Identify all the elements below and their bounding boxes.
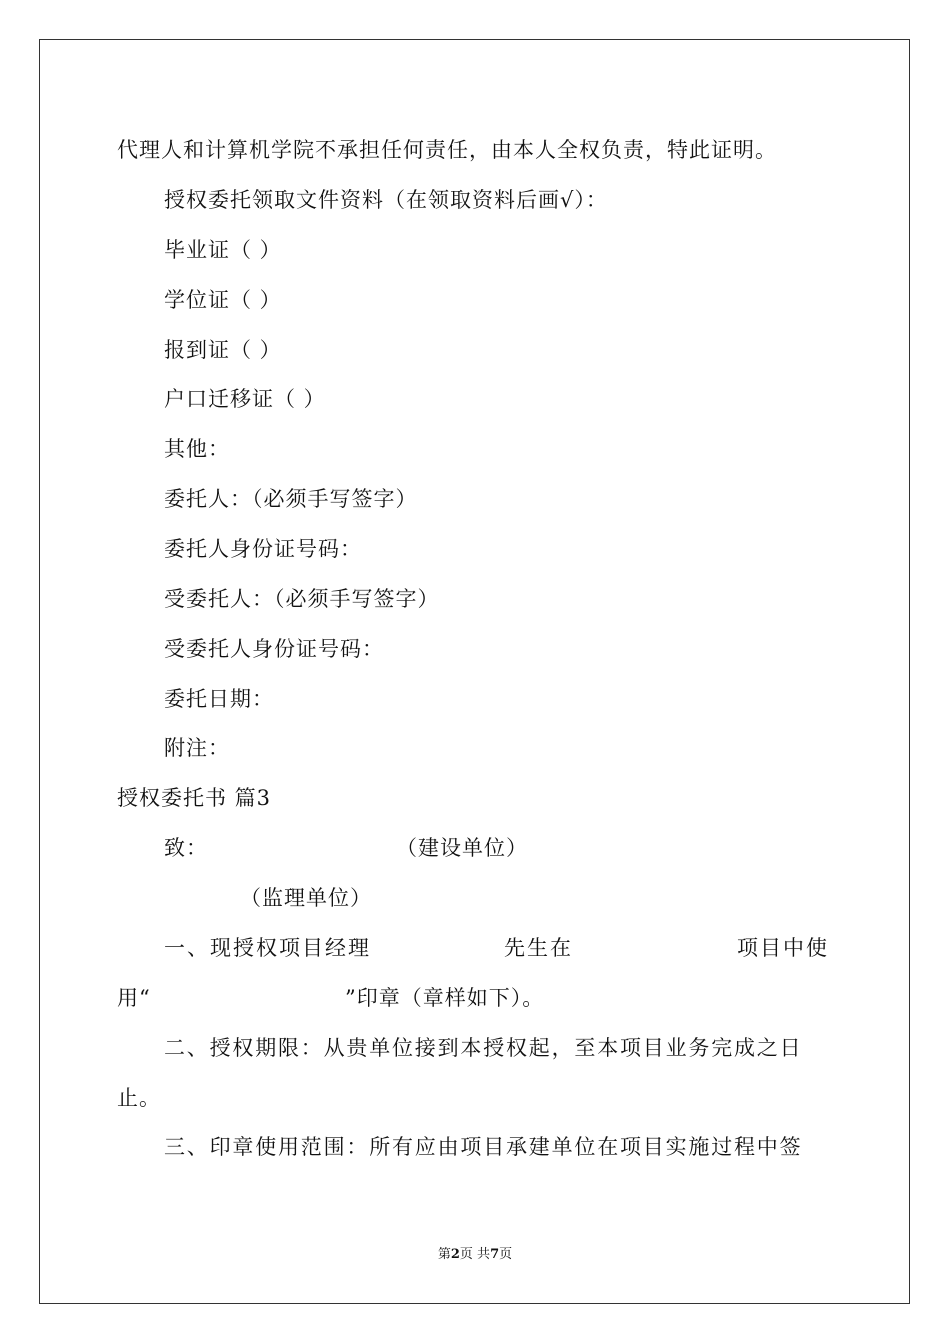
line-graduation-cert: 毕业证（ ）	[164, 238, 282, 262]
item1-part-d: 用“	[117, 986, 151, 1010]
line-date: 委托日期：	[164, 687, 274, 711]
line-degree-cert: 学位证（ ）	[164, 288, 282, 312]
footer-prefix: 第	[437, 1247, 451, 1262]
line-note: 附注：	[164, 736, 230, 760]
item1-part-a: 一、现授权项目经理	[164, 936, 371, 960]
footer-suffix: 页	[499, 1247, 513, 1262]
footer-page-number: 2	[450, 1247, 460, 1262]
item1-part-e: ”印章（章样如下）。	[345, 986, 545, 1010]
footer-mid: 页 共	[459, 1247, 491, 1262]
line-report-cert: 报到证（ ）	[164, 338, 282, 362]
line-collect-docs: 授权委托领取文件资料（在领取资料后画√）：	[164, 188, 608, 212]
line-principal-id: 委托人身份证号码：	[164, 537, 362, 561]
line-agent: 受委托人：（必须手写签字）	[164, 587, 440, 611]
line-agent-id: 受委托人身份证号码：	[164, 637, 384, 661]
item1-part-b: 先生在	[504, 936, 573, 960]
line-other: 其他：	[164, 437, 230, 461]
line-disclaimer: 代理人和计算机学院不承担任何责任，由本人全权负责，特此证明。	[117, 138, 777, 162]
line-principal: 委托人：（必须手写签字）	[164, 487, 418, 511]
item2-line1: 二、授权期限：从贵单位接到本授权起，至本项目业务完成之日	[164, 1036, 803, 1060]
footer-page-total: 7	[490, 1247, 500, 1262]
page-border	[39, 39, 910, 1304]
to-label: 致：	[164, 836, 208, 860]
item3-line1: 三、印章使用范围：所有应由项目承建单位在项目实施过程中签	[164, 1135, 803, 1159]
page-footer	[0, 1247, 950, 1263]
supervisor-unit: （监理单位）	[240, 886, 372, 910]
section-heading: 授权委托书 篇3	[117, 786, 272, 810]
item1-part-c: 项目中使	[737, 936, 829, 960]
item2-line2: 止。	[117, 1086, 161, 1110]
line-hukou-cert: 户口迁移证（ ）	[164, 387, 326, 411]
to-unit: （建设单位）	[396, 836, 528, 860]
